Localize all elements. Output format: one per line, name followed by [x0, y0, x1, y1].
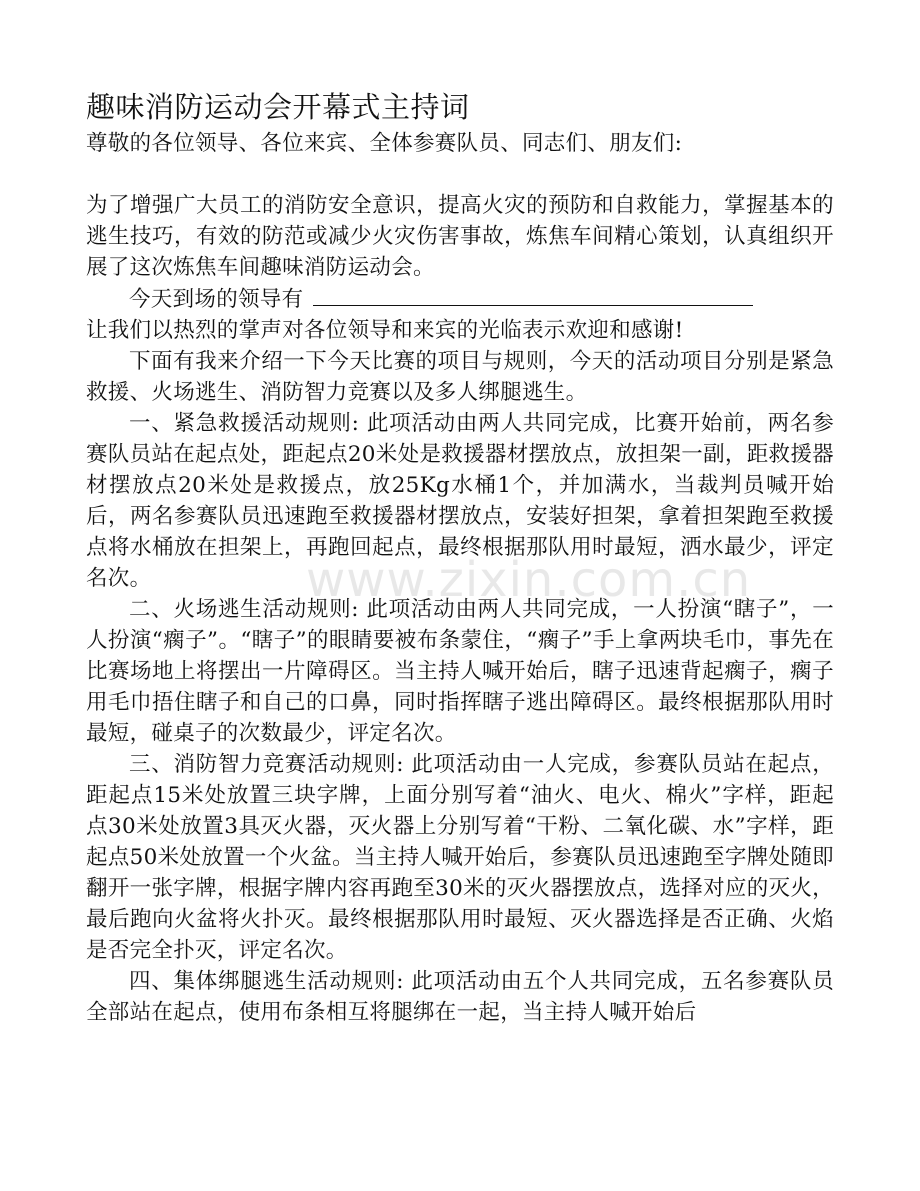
watermark: www.zixin.com.cn	[306, 552, 752, 608]
rule-4-paragraph: 四、集体绑腿逃生活动规则: 此项活动由五个人共同完成，五名参赛队员全部站在起点，使用布条相互将腿绑在一起，当主持人喊开始后	[86, 969, 834, 1025]
overview-paragraph: 下面有我来介绍一下今天比赛的项目与规则，今天的活动项目分别是紧急救援、火场逃生、消防智力竞赛以及多人绑腿逃生。	[86, 349, 834, 405]
document-title: 趣味消防运动会开幕式主持词	[86, 90, 470, 124]
document-page	[86, 86, 834, 1028]
rule-2-paragraph: 二、火场逃生活动规则: 此项活动由两人共同完成，一人扮演“瞎子”，一人扮演“瘸子”。“瞎子”的眼睛要被布条蒙住，“瘸子”手上拿两块毛巾，事先在比赛场地上将摆出一片障碍区。当主持人喊开始后，瞎子迅速背起瘸子，瘸子用毛巾捂住瞎子和自己的口鼻，同时指挥瞎子逃出障碍区。最终根据那队用时最短，碰桌子的次数最少，评定名次。	[86, 597, 834, 746]
rule-1-paragraph: 一、紧急救援活动规则: 此项活动由两人共同完成，比赛开始前，两名参赛队员站在起点处，距起点20米处是救援器材摆放点，放担架一副，距救援器材摆放点20米处是救援点，放25Kg水桶1个，并加满水，当裁判员喊开始后，两名参赛队员迅速跑至救援器材摆放点，安装好担架，拿着担架跑至救援点将水桶放在担架上，再跑回起点，最终根据那队用时最短，洒水最少，评定名次。	[86, 411, 834, 591]
leaders-blank-line	[313, 283, 753, 306]
rule-3-paragraph: 三、消防智力竞赛活动规则: 此项活动由一人完成，参赛队员站在起点，距起点15米处放置三块字牌，上面分别写着“油火、电火、棉火”字样，距起点30米处放置3具灭火器，灭火器上分别写着“干粉、二氧化碳、水”字样，距起点50米处放置一个火盆。当主持人喊开始后，参赛队员迅速跑至字牌处随即翻开一张字牌，根据字牌内容再跑至30米的灭火器摆放点，选择对应的灭火，最后跑向火盆将火扑灭。最终根据那队用时最短、灭火器选择是否正确、火焰是否完全扑灭，评定名次。	[86, 752, 834, 963]
greeting-paragraph: 尊敬的各位领导、各位来宾、全体参赛队员、同志们、朋友们:	[86, 131, 683, 156]
intro-paragraph: 为了增强广大员工的消防安全意识，提高火灾的预防和自救能力，掌握基本的逃生技巧，有效的防范或减少火灾伤害事故，炼焦车间精心策划，认真组织开展了这次炼焦车间趣味消防运动会。	[86, 193, 834, 280]
leaders-paragraph	[86, 283, 834, 315]
leaders-label: 今天到场的领导有	[129, 287, 304, 312]
welcome-paragraph: 让我们以热烈的掌声对各位领导和来宾的光临表示欢迎和感谢!	[86, 318, 684, 343]
